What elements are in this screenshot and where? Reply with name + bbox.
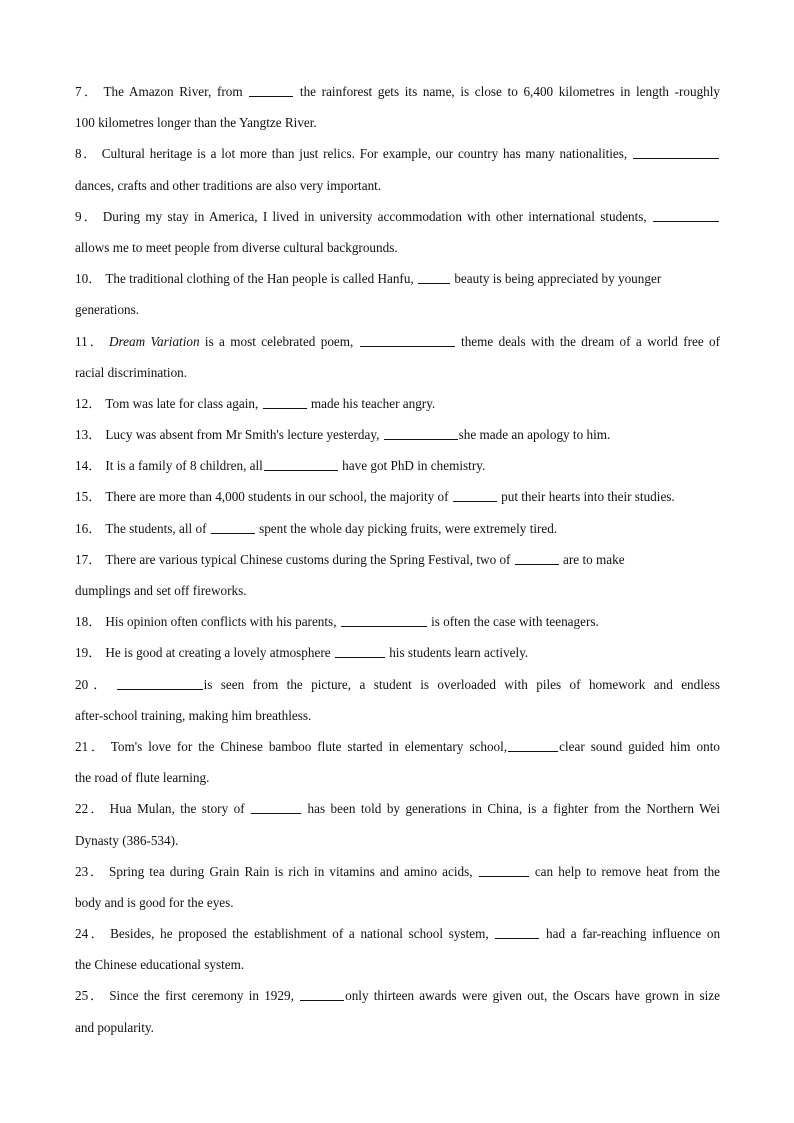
answer-blank[interactable] xyxy=(633,146,719,159)
question-20-continued xyxy=(75,703,720,734)
question-text: Since the first ceremony in 1929, xyxy=(109,988,294,1004)
answer-blank[interactable] xyxy=(418,271,450,284)
question-25-continued xyxy=(75,1015,720,1046)
answer-blank[interactable] xyxy=(479,864,529,877)
question-text: There are more than 4,000 students in our school, the majority of xyxy=(105,489,449,505)
question-10-continued xyxy=(75,297,720,328)
question-text: allows me to meet people from diverse cultural backgrounds. xyxy=(75,239,398,255)
question-text: she made an apology to him. xyxy=(458,427,611,443)
answer-blank[interactable] xyxy=(335,645,385,658)
question-text: made his teacher angry. xyxy=(310,395,436,411)
question-text: are to make xyxy=(563,551,625,567)
answer-blank[interactable] xyxy=(117,677,203,690)
question-7-continued xyxy=(75,110,720,141)
question-text: is seen from the picture, a student is overloaded with piles of homework and endless xyxy=(203,676,721,692)
answer-blank[interactable] xyxy=(360,334,455,347)
answer-blank[interactable] xyxy=(495,926,539,939)
question-text: There are various typical Chinese customs during the Spring Festival, two of xyxy=(105,551,511,567)
question-number: 24． xyxy=(75,926,107,942)
question-text: is often the case with teenagers. xyxy=(431,614,599,630)
question-text: His opinion often conflicts with his parents, xyxy=(105,614,337,630)
question-25 xyxy=(75,983,720,1014)
question-24-continued xyxy=(75,952,720,983)
question-20 xyxy=(75,672,720,703)
question-text: has been told by generations in China, is a fighter from the Northern Wei xyxy=(307,801,721,817)
question-number: 10． xyxy=(75,271,102,287)
question-text: have got PhD in chemistry. xyxy=(342,458,486,474)
question-text: Cultural heritage is a lot more than just relics. For example, our country has many nationalities, xyxy=(101,146,628,162)
question-text: The Amazon River, from xyxy=(103,84,243,99)
question-text: Tom was late for class again, xyxy=(105,395,259,411)
question-text: the rainforest gets its name, is close to 6,400 kilometres in length -roughly xyxy=(299,84,721,99)
question-number: 19． xyxy=(75,645,102,661)
question-16 xyxy=(75,516,720,547)
question-text: the Chinese educational system. xyxy=(75,957,245,973)
question-text: Tom's love for the Chinese bamboo flute started in elementary school, xyxy=(110,738,508,754)
question-number: 12． xyxy=(75,395,102,411)
question-text: The traditional clothing of the Han people is called Hanfu, xyxy=(105,271,414,287)
question-text: is a most celebrated poem, xyxy=(204,333,354,349)
question-10 xyxy=(75,266,720,297)
poem-title: Dream Variation xyxy=(108,333,200,349)
question-17 xyxy=(75,547,720,578)
question-number: 15． xyxy=(75,489,102,505)
question-11 xyxy=(75,329,720,360)
question-7 xyxy=(75,79,720,110)
question-text: dances, crafts and other traditions are also very important. xyxy=(75,177,382,193)
question-text: can help to remove heat from the xyxy=(534,863,721,879)
question-22 xyxy=(75,796,720,827)
question-text: the road of flute learning. xyxy=(75,770,210,786)
question-21 xyxy=(75,734,720,765)
question-text: generations. xyxy=(75,302,140,318)
answer-blank[interactable] xyxy=(263,396,307,409)
answer-blank[interactable] xyxy=(264,458,338,471)
question-text: his students learn actively. xyxy=(389,645,529,661)
question-text: and popularity. xyxy=(75,1019,154,1035)
question-8-continued xyxy=(75,173,720,204)
question-text: only thirteen awards were given out, the Oscars have grown in size xyxy=(345,988,720,1004)
question-text: It is a family of 8 children, all xyxy=(105,458,263,474)
question-23-continued xyxy=(75,890,720,921)
question-21-continued xyxy=(75,765,720,796)
question-number: 16． xyxy=(75,520,102,536)
question-text: Hua Mulan, the story of xyxy=(109,801,245,817)
question-text: racial discrimination. xyxy=(75,364,188,380)
answer-blank[interactable] xyxy=(211,521,255,534)
question-number: 17． xyxy=(75,551,102,567)
question-text: theme deals with the dream of a world free of xyxy=(461,333,721,349)
question-15 xyxy=(75,484,720,515)
question-22-continued xyxy=(75,828,720,859)
question-13 xyxy=(75,422,720,453)
answer-blank[interactable] xyxy=(300,988,344,1001)
question-text: During my stay in America, I lived in university accommodation with other international students, xyxy=(102,208,647,224)
question-number: 9． xyxy=(75,208,99,224)
answer-blank[interactable] xyxy=(515,552,559,565)
question-text: body and is good for the eyes. xyxy=(75,894,234,910)
question-text: 100 kilometres longer than the Yangtze River. xyxy=(75,115,317,131)
question-12 xyxy=(75,391,720,422)
question-number: 8． xyxy=(75,146,98,162)
question-text: The students, all of xyxy=(105,520,207,536)
question-text: had a far-reaching influence on xyxy=(546,926,721,942)
answer-blank[interactable] xyxy=(453,489,497,502)
question-number: 14． xyxy=(75,458,102,474)
question-text: put their hearts into their studies. xyxy=(501,489,675,505)
answer-blank[interactable] xyxy=(653,209,719,222)
question-18 xyxy=(75,609,720,640)
question-text: He is good at creating a lovely atmosphere xyxy=(105,645,331,661)
question-9 xyxy=(75,204,720,235)
question-text: dumplings and set off fireworks. xyxy=(75,583,247,598)
question-number: 13． xyxy=(75,427,102,443)
exercise-page xyxy=(75,79,720,1046)
answer-blank[interactable] xyxy=(384,427,458,440)
answer-blank[interactable] xyxy=(508,739,558,752)
question-number: 20． xyxy=(75,676,112,692)
question-23 xyxy=(75,859,720,890)
question-text: after-school training, making him breathless. xyxy=(75,707,312,723)
question-14 xyxy=(75,453,720,484)
question-19 xyxy=(75,640,720,671)
answer-blank[interactable] xyxy=(341,614,427,627)
question-number: 11． xyxy=(75,333,105,349)
question-text: spent the whole day picking fruits, were extremely tired. xyxy=(259,520,558,536)
answer-blank[interactable] xyxy=(251,801,301,814)
question-number: 25． xyxy=(75,988,106,1004)
question-text: beauty is being appreciated by younger xyxy=(454,271,662,287)
question-number: 22． xyxy=(75,801,106,817)
question-9-continued xyxy=(75,235,720,266)
question-number: 18． xyxy=(75,614,102,630)
question-text: Besides, he proposed the establishment of a national school system, xyxy=(110,926,489,942)
question-17-continued xyxy=(75,578,720,609)
question-number: 21． xyxy=(75,738,107,754)
question-11-continued xyxy=(75,360,720,391)
question-text: Spring tea during Grain Rain is rich in vitamins and amino acids, xyxy=(109,863,473,879)
question-text: Lucy was absent from Mr Smith's lecture yesterday, xyxy=(105,427,380,443)
question-text: clear sound guided him onto xyxy=(559,738,720,754)
question-8 xyxy=(75,141,720,172)
question-text: Dynasty (386-534). xyxy=(75,832,179,848)
question-number: 23． xyxy=(75,863,106,879)
question-number: 7． xyxy=(75,84,100,99)
question-24 xyxy=(75,921,720,952)
answer-blank[interactable] xyxy=(249,84,293,97)
